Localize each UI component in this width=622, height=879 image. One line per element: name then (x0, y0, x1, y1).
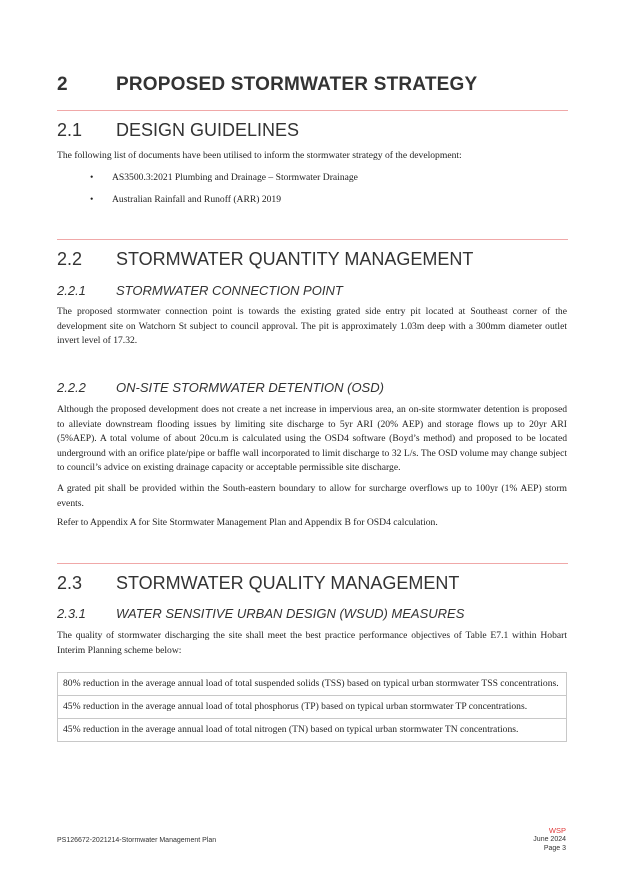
objectives-table (57, 672, 567, 742)
subsubsection-heading (57, 283, 343, 298)
paragraph: The quality of stormwater discharging the site shall meet the best practice performance objectives of Table E7.1 within Hobart Interim Planning scheme below: (57, 630, 567, 656)
divider (57, 239, 568, 240)
paragraph: A grated pit shall be provided within the South-eastern boundary to allow for surcharge overflows up to 100yr (1% AEP) storm events. (57, 483, 567, 509)
subsection-title: STORMWATER QUANTITY MANAGEMENT (116, 249, 474, 269)
paragraph: Although the proposed development does not create a net increase in impervious area, an on-site stormwater detention is proposed to alleviate downstream flooding issues by limiting site discharge to 5yr ARI (20% AEP) and storage flows up to 20yr ARI (5%AEP). A total volume of about 20cu.m is calculated using the OSD4 software (Boyd’s method) and proposed to be located underground with an orifice plate/pipe or baffle wall incorporated to limit discharge to 32 L/s. The OSD volume may change subject to council’s advice on existing drainage capacity or acceptable permissible site discharge. (57, 404, 567, 473)
subsection-title: DESIGN GUIDELINES (116, 120, 300, 140)
subsection-number: 2.1 (57, 120, 83, 140)
paragraph: Refer to Appendix A for Site Stormwater Management Plan and Appendix B for OSD4 calculation. (57, 517, 438, 528)
table-cell: 80% reduction in the average annual load of total suspended solids (TSS) based on typical urban stormwater TSS concentrations. (58, 673, 567, 696)
subsubsection-heading (57, 606, 464, 621)
subsection-heading (57, 249, 473, 270)
table-row (58, 696, 567, 719)
paragraph: The following list of documents have been utilised to inform the stormwater strategy of the development: (57, 150, 462, 161)
divider (57, 110, 568, 111)
section-number: 2 (57, 74, 68, 95)
bullet-icon: • (90, 172, 94, 183)
bullet-icon: • (90, 194, 94, 205)
subsection-heading (57, 573, 459, 594)
paragraph: The proposed stormwater connection point is towards the existing grated side entry pit located at Southeast corner of the development site on Watchorn St subject to council approval. The pit is approximately 1.03m deep with a 300mm diameter outlet invert level of 17.32. (57, 306, 567, 346)
subsubsection-heading (57, 380, 384, 395)
subsubsection-title: STORMWATER CONNECTION POINT (116, 283, 343, 298)
footer-page-number: Page 3 (543, 845, 566, 852)
footer-date: June 2024 (533, 836, 566, 843)
subsubsection-title: ON-SITE STORMWATER DETENTION (OSD) (116, 380, 384, 395)
section-heading (57, 74, 477, 96)
subsubsection-number: 2.3.1 (57, 606, 86, 621)
table-row (58, 719, 567, 742)
table-cell: 45% reduction in the average annual load of total nitrogen (TN) based on typical urban stormwater TN concentrations. (58, 719, 567, 742)
section-title: PROPOSED STORMWATER STRATEGY (116, 74, 478, 95)
subsubsection-number: 2.2.2 (57, 380, 86, 395)
subsection-heading (57, 120, 299, 141)
table-cell: 45% reduction in the average annual load of total phosphorus (TP) based on typical urban stormwater TP concentrations. (58, 696, 567, 719)
brand-logo-text: WSP (548, 826, 566, 835)
table-row (58, 673, 567, 696)
subsection-number: 2.3 (57, 573, 83, 593)
footer-doc-ref: PS126672-2021214-Stormwater Management Plan (57, 837, 217, 844)
subsubsection-number: 2.2.1 (57, 283, 86, 298)
divider (57, 563, 568, 564)
subsubsection-title: WATER SENSITIVE URBAN DESIGN (WSUD) MEASURES (116, 606, 465, 621)
list-item-text: Australian Rainfall and Runoff (ARR) 2019 (112, 194, 282, 205)
footer-meta (533, 826, 566, 853)
subsection-title: STORMWATER QUALITY MANAGEMENT (116, 573, 460, 593)
subsection-number: 2.2 (57, 249, 83, 269)
list-item-text: AS3500.3:2021 Plumbing and Drainage – Stormwater Drainage (112, 172, 358, 183)
